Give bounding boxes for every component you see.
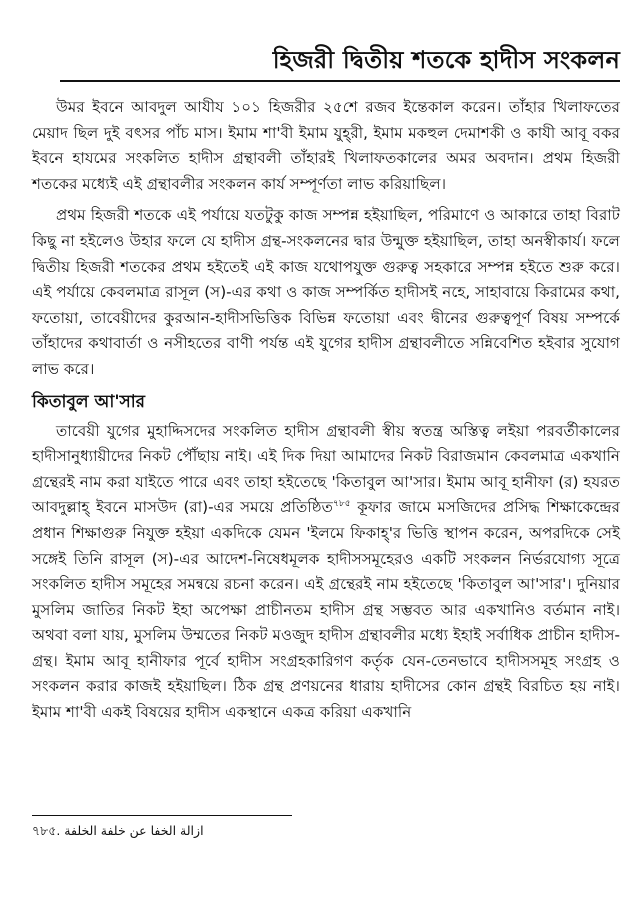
page-header (60, 40, 620, 82)
footnote: ৭৮৫. ازالة الخفا عن خلفة الخلفة (32, 823, 204, 838)
paragraph-3-part-2: কূফার জামে মসজিদের প্রসিদ্ধ শিক্ষাকেন্দ্রের প্রধান শিক্ষাগুরু নিযুক্ত হইয়া একদিকে যেমন 'ইলমে ফিকাহ্'র ভিত্তি স্থাপন করেন, অপরদিকে সেই সঙ্গেই তিনি রাসূল (স)-এর আদেশ-নিষেধমূলক হাদীসসমূহেরও একটি সংকলন নির্ভরযোগ্য সূত্রে সংকলিত হাদীস সমূহের সমন্বয়ে রচনা করেন। এই গ্রন্থেরই নাম হইতেছে 'কিতাবুল আ'সার'। দুনিয়ার মুসলিম জাতির নিকট ইহা অপেক্ষা প্রাচীনতম হাদীস গ্রন্থ সম্ভবত আর একখানিও বর্তমান নাই। অথবা বলা যায়, মুসলিম উম্মতের নিকট মওজুদ হাদীস গ্রন্থাবলীর মধ্যে ইহাই সর্বাধিক প্রাচীন হাদীস-গ্রন্থ। ইমাম আবূ হানীফার পূর্বে হাদীস সংগ্রহকারিগণ কর্তৃক যেন-তেনভাবে হাদীসসমূহ সংগ্রহ ও সংকলন করার কাজই হইয়াছিল। ঠিক গ্রন্থ প্রণয়নের ধারায় হাদীসের কোন গ্রন্থই বিরচিত হয় নাই। ইমাম শা'বী একই বিষয়ের হাদীস একস্থানে একত্র করিয়া একখানি (32, 498, 620, 722)
paragraph-3-part-1: তাবেয়ী যুগের মুহাদ্দিসদের সংকলিত হাদীস গ্রন্থাবলী স্বীয় স্বতন্ত্র অস্তিত্ব লইয়া পরবর্তীকালের হাদীসানুধ্যায়ীদের নিকট পৌঁছায় নাই। এই দিক দিয়া আমাদের নিকট বিরাজমান কেবলমাত্র একখানি গ্রন্থেরই নাম করা যাইতে পারে এবং তাহা হইতেছে 'কিতাবুল আ'সার। ইমাম আবূ হানীফা (র) হযরত আবদুল্লাহ্ ইবনে মাসউদ (রা)-এর সময়ে প্রতিষ্ঠিত (32, 421, 620, 517)
footnote-ref: ৭৮৫ (333, 499, 351, 510)
paragraph-3 (32, 419, 620, 726)
paragraph-2: প্রথম হিজরী শতকে এই পর্যায়ে যতটুকু কাজ সম্পন্ন হইয়াছিল, পরিমাণে ও আকারে তাহা বিরাট কিছু না হইলেও উহার ফলে যে হাদীস গ্রন্থ-সংকলনের দ্বার উন্মুক্ত হইয়াছিল, তাহা অনস্বীকার্য। ফলে দ্বিতীয় হিজরী শতকের প্রথম হইতেই এই কাজ যথোপযুক্ত গুরুত্ব সহকারে সম্পন্ন হইতে শুরু করে। এই পর্যায়ে কেবলমাত্র রাসূল (স)-এর কথা ও কাজ সম্পর্কিত হাদীসই নহে, সাহাবায়ে কিরামের কথা, ফতোয়া, তাবেয়ীদের কুরআন-হাদীসভিত্তিক বিভিন্ন ফতোয়া এবং দ্বীনের গুরুত্বপূর্ণ বিষয় সম্পর্কে তাঁহাদের কথাবার্তা ও নসীহতের বাণী পর্যন্ত এই যুগের হাদীস গ্রন্থাবলীতে সন্নিবেশিত হইবার সুযোগ লাভ করে। (32, 206, 620, 378)
chapter-title: হিজরী দ্বিতীয় শতকে হাদীস সংকলন (272, 46, 620, 74)
body-text (32, 95, 620, 732)
section-heading: কিতাবুল আ'সার (32, 391, 146, 412)
footnote-divider (32, 815, 292, 816)
paragraph-1: উমর ইবনে আবদুল আযীয ১০১ হিজরীর ২৫শে রজব ইন্তেকাল করেন। তাঁহার খিলাফতের মেয়াদ ছিল দুই বৎসর পাঁচ মাস। ইমাম শা'বী ইমাম যুহ্‌রী, ইমাম মকহুল দেমাশকী ও কাযী আবূ বকর ইবনে হাযমের সংকলিত হাদীস গ্রন্থাবলী তাঁহারই খিলাফতকালের অমর অবদান। প্রথম হিজরী শতকের মধ্যেই এই গ্রন্থাবলীর সংকলন কার্য সম্পূর্ণতা লাভ করিয়াছিল। (32, 98, 620, 193)
